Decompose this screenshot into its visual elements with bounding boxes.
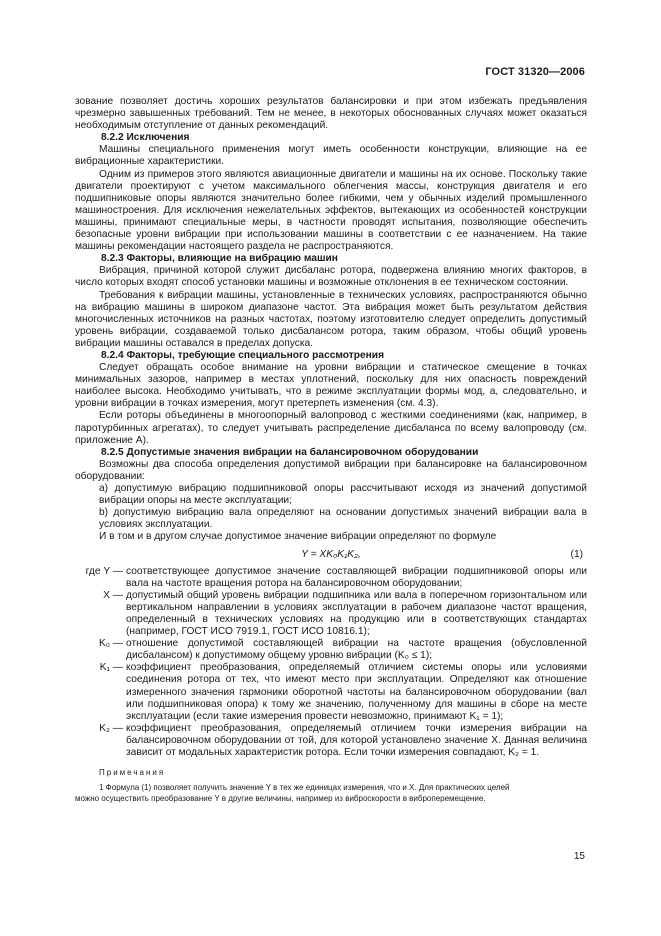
paragraph: Следует обращать особое внимание на уровни вибрации и статическое смещение в точках минимальных зазоров, например в местах уплотнений, поскольку для них опасность повреждений наиболее высока. Необходимо учитывать, что в режиме эксплуатации формы мод, а, следовательно, и уровни вибрации в точках измерения, могут претерпеть изменения (см. 4.3). [75, 362, 587, 410]
note-line: 1 Формула (1) позволяет получить значение Y в тех же единицах измерения, что и X. Для практических целей [99, 783, 510, 793]
list-item-b: b) допустимую вибрацию вала определяют на основании допустимых значений вибрации вала в условиях эксплуатации. [99, 507, 587, 531]
definition-text: отношение допустимой составляющей вибрации на частоте вращения (обусловленной дисбалансом) к допустимому общему уровню вибрации (K₀ ≤ 1); [126, 638, 587, 662]
definition-symbol: K₀ — [98, 638, 123, 650]
definition-symbol: K₂ — [99, 722, 123, 734]
definition-text: соответствующее допустимое значение составляющей вибрации подшипниковой опоры или вала на частоте вращения ротора на балансировочном оборудовании; [126, 565, 587, 589]
section-heading-8-2-5: 8.2.5 Допустимые значения вибрации на балансировочном оборудовании [101, 446, 479, 458]
section-heading-8-2-2: 8.2.2 Исключения [101, 132, 190, 144]
paragraph: зование позволяет достичь хороших результатов балансировки и при этом избежать предъявления чрезмерно завышенных требований. Тем не менее, в некоторых обоснованных случаях может оказаться необходимым отступление от данных рекомендаций. [75, 96, 587, 132]
standard-header: ГОСТ 31320—2006 [485, 66, 585, 78]
definition-text: допустимый общий уровень вибрации подшипника или вала в поперечном горизонтальном или вертикальном направлении в условиях эксплуатации в рабочем диапазоне частот вращения, определенный в технических условиях на продукцию или в соответствующих стандартах (например, ГОСТ ИСО 7919.1, ГОСТ ИСО 10816.1); [126, 589, 587, 638]
definition-row [59, 590, 587, 638]
page-number: 15 [573, 851, 585, 862]
definition-symbol: K₁ — [99, 662, 123, 674]
paragraph: Одним из примеров этого являются авиационные двигатели и машины на их основе. Поскольку такие двигатели проектируют с учетом максимального облегчения массы, конструкция двигателя и его подшипниковые опоры являются значительно более гибкими, чем у обычных изделий промышленного машиностроения. Для исключения нежелательных эффектов, вытекающих из особенностей конструкции машины, принимают специальные меры, в частности проводят испытания, позволяющие обеспечить безопасные уровни вибрации при использовании машины в соответствии с ее назначением. На такие машины рекомендации настоящего раздела не распространяются. [75, 168, 587, 253]
formula-number: (1) [570, 549, 583, 561]
paragraph: И в том и в другом случае допустимое значение вибрации определяют по формуле [99, 531, 497, 543]
definition-text: коэффициент преобразования, определяемый отличием системы опоры или условиями соединения ротора от тех, что имеют место при эксплуатации. Определяют как отношение измеренного значения гармоники оборотной частоты на балансировочном оборудовании (вал или подшипниковая опора) к тому же значению, полученному для машины в сборе на месте эксплуатации (если такие измерения провести невозможно, принимают K₁ = 1); [126, 662, 587, 722]
paragraph: Возможны два способа определения допустимой вибрации при балансировке на балансировочном оборудовании: [75, 458, 587, 482]
paragraph: Если роторы объединены в многоопорный валопровод с жесткими соединениями (как, например, в паротурбинных агрегатах), то следует учитывать распределение дисбаланса по всему валопроводу (см. приложение А). [75, 410, 587, 446]
definition-text: коэффициент преобразования, определяемый отличием точки измерения вибрации на балансировочном оборудовании от той, для которой установлено значение X. Данная величина зависит от модальных характеристик ротора. Если точки измерения совпадают, K₂ = 1. [126, 722, 587, 758]
section-heading-8-2-3: 8.2.3 Факторы, влияющие на вибрацию машин [101, 253, 338, 265]
definition-row [59, 723, 587, 759]
note-title: Примечания [99, 768, 166, 778]
paragraph: Требования к вибрации машины, установленные в технических условиях, распространяются обычно на вибрацию машины в широком диапазоне частот. Эта вибрация может быть результатом действия многочисленных источников на разных частотах, поэтому изготовителю следует определить допустимый уровень вибрации, создаваемой только дисбалансом ротора, таким образом, чтобы общий уровень вибрации машины оставался в пределах допуска. [75, 289, 587, 349]
definitions-list [59, 566, 587, 760]
section-heading-8-2-4: 8.2.4 Факторы, требующие специального рассмотрения [101, 349, 385, 361]
paragraph: Вибрация, причиной которой служит дисбаланс ротора, подвержена влиянию многих факторов, в число которых входят способ установки машины и возможные отклонения в ее техническом состоянии. [75, 265, 587, 289]
definition-row [59, 638, 587, 662]
definition-symbol: X — [103, 589, 123, 601]
formula [75, 543, 587, 565]
note-line: можно осуществить преобразование Y в другие величины, например из виброскорости в виброперемещение. [75, 794, 486, 804]
formula-expression: Y = XK₀K₁K₂, [301, 549, 361, 561]
document-body [75, 96, 587, 804]
definition-symbol: где Y — [85, 565, 123, 577]
paragraph: Машины специального применения могут иметь особенности конструкции, влияющие на ее вибрационные характеристики. [75, 144, 587, 168]
definition-row [59, 662, 587, 722]
definition-row [59, 566, 587, 590]
list-item-a: a) допустимую вибрацию подшипниковой опоры рассчитывают исходя из значений допустимой вибрации опоры на месте эксплуатации; [99, 483, 587, 507]
